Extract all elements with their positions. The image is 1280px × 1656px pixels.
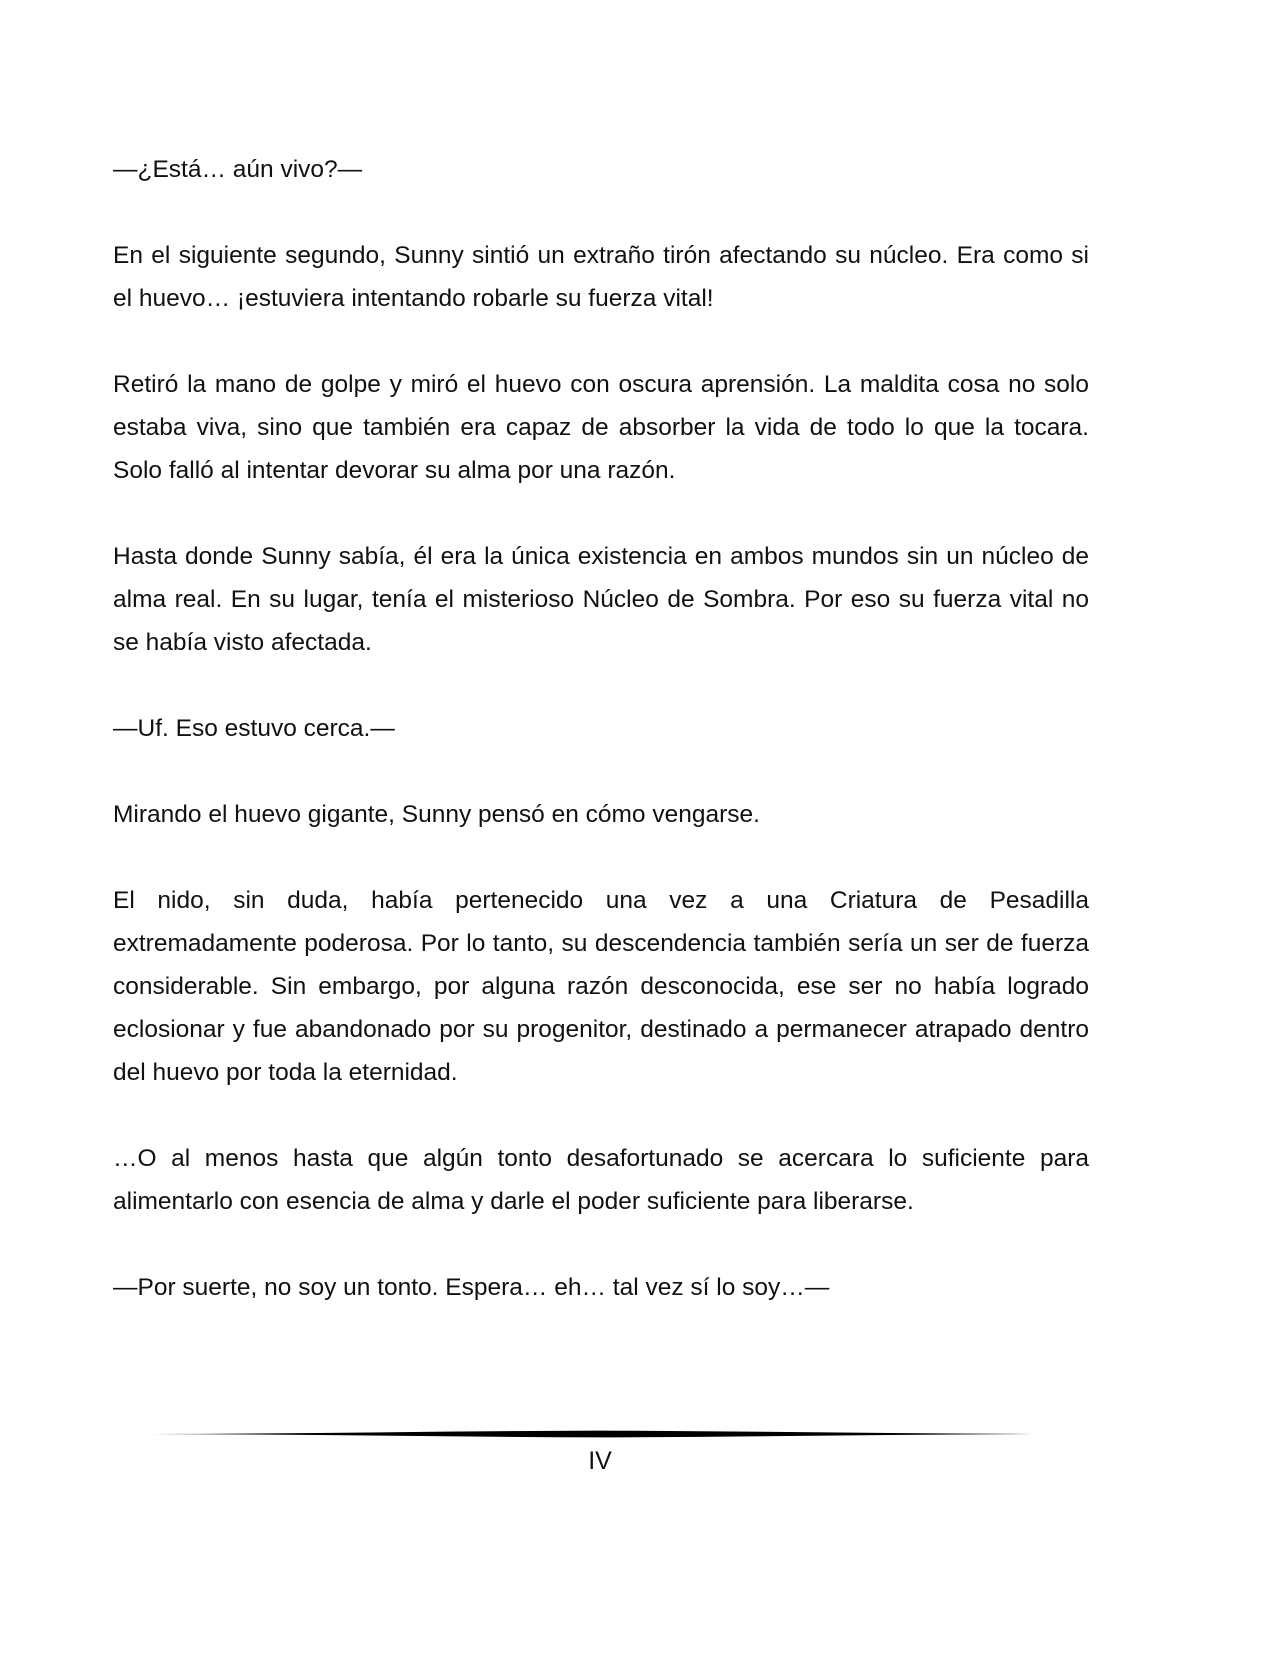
paragraph-withdrew-hand: Retiró la mano de golpe y miró el huevo con oscura aprensión. La maldita cosa no solo estaba viva, sino que también era capaz de absorber la vida de todo lo que la tocara. Solo falló al intentar devorar su alma por una razón. xyxy=(113,371,1089,484)
paragraph-strange-pull: En el siguiente segundo, Sunny sintió un extraño tirón afectando su núcleo. Era como si el huevo… ¡estuviera intentando robarle su fuerza vital! xyxy=(113,242,1089,312)
paragraph-dialogue-close-call: —Uf. Eso estuvo cerca.— xyxy=(113,715,395,742)
page-number: IV xyxy=(588,1447,612,1475)
paragraph-dialogue-luck: —Por suerte, no soy un tonto. Espera… eh… tal vez sí lo soy…— xyxy=(113,1274,830,1301)
paragraph-shadow-core: Hasta donde Sunny sabía, él era la única existencia en ambos mundos sin un núcleo de alma real. En su lugar, tenía el misterioso Núcleo de Sombra. Por eso su fuerza vital no se había visto afectada. xyxy=(113,543,1089,656)
body-text xyxy=(113,148,1089,1352)
paragraph-revenge: Mirando el huevo gigante, Sunny pensó en cómo vengarse. xyxy=(113,801,760,828)
paragraph-dialogue-alive: —¿Está… aún vivo?— xyxy=(113,156,363,183)
footer-divider xyxy=(152,1428,1050,1440)
paragraph-fool: …O al menos hasta que algún tonto desafortunado se acercara lo suficiente para alimentarlo con esencia de alma y darle el poder suficiente para liberarse. xyxy=(113,1145,1089,1215)
paragraph-nest: El nido, sin duda, había pertenecido una vez a una Criatura de Pesadilla extremadamente poderosa. Por lo tanto, su descendencia también sería un ser de fuerza considerable. Sin embargo, por alguna razón desconocida, ese ser no había logrado eclosionar y fue abandonado por su progenitor, destinado a permanecer atrapado dentro del huevo por toda la eternidad. xyxy=(113,887,1089,1086)
divider-swash xyxy=(152,1431,1050,1438)
